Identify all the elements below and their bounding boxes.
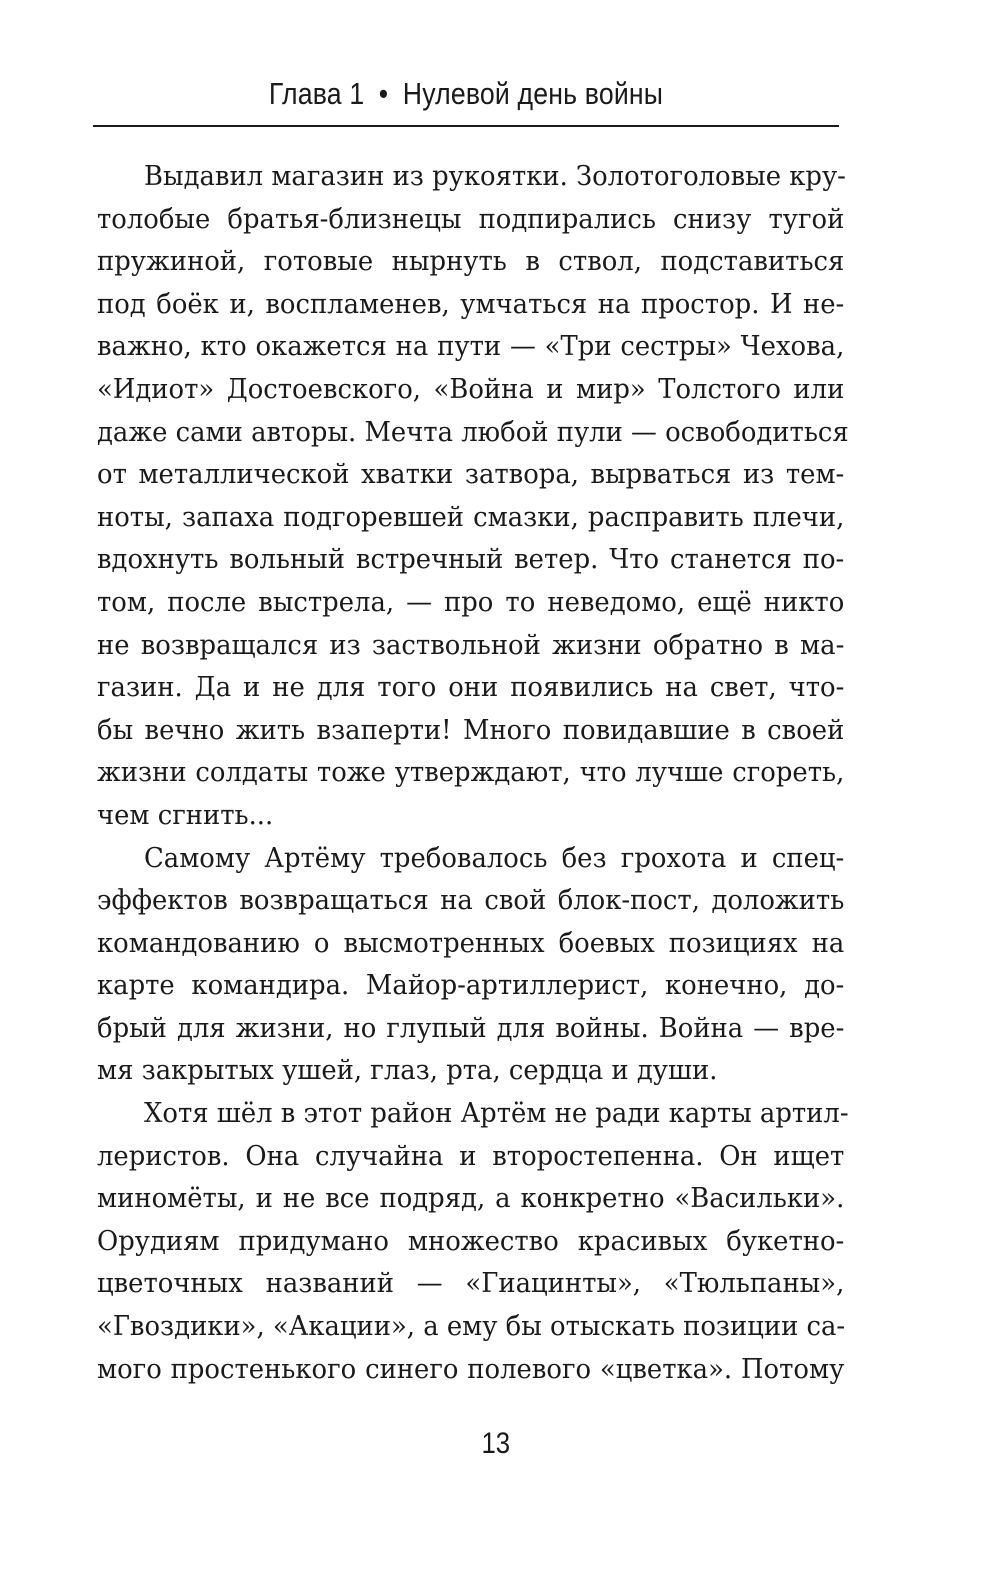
text-line: газин. Да и не для того они появились на свет, что- xyxy=(97,671,845,704)
page-number: 13 xyxy=(481,1427,511,1460)
text-line: Орудиям придумано множество красивых букетно- xyxy=(97,1224,845,1257)
text-line: от металлической хватки затвора, вырваться из тем- xyxy=(97,458,845,491)
text-line: даже сами авторы. Мечта любой пули — освободиться xyxy=(97,415,849,448)
text-line: «Гвоздики», «Акации», а ему бы отыскать позиции са- xyxy=(97,1310,846,1343)
text-line: бы вечно жить взаперти! Много повидавшие в своей xyxy=(97,713,845,746)
text-line: Самому Артёму требовалось без грохота и спец- xyxy=(144,841,845,874)
text-line: миномёты, и не все подряд, а конкретно «Васильки». xyxy=(97,1182,845,1215)
text-line: важно, кто окажется на пути — «Три сестры» Чехова, xyxy=(97,330,845,363)
chapter-label: Глава 1 xyxy=(268,76,365,111)
text-line: леристов. Она случайна и второстепенна. Он ищет xyxy=(97,1139,845,1172)
text-line: Выдавил магазин из рукоятки. Золотоголовые кру- xyxy=(144,160,846,192)
text-line: Хотя шёл в этот район Артём не ради карты артил- xyxy=(144,1097,849,1130)
text-line: командованию о высмотренных боевых позициях на xyxy=(97,926,845,959)
text-line: эффектов возвращаться на свой блок-пост, доложить xyxy=(97,884,845,917)
text-line: мого простенького синего полевого «цветка». Потому xyxy=(97,1352,845,1385)
body-text xyxy=(97,155,849,1390)
text-line: жизни солдаты тоже утверждают, что лучше сгореть, xyxy=(97,756,845,789)
header-rule xyxy=(93,125,839,127)
text-line: карте командира. Майор-артиллерист, конечно, до- xyxy=(97,969,845,1002)
text-line: толобые братья-близнецы подпирались снизу тугой xyxy=(97,202,845,235)
running-head xyxy=(145,72,787,116)
text-line: цветочных названий — «Гиацинты», «Тюльпаны», xyxy=(97,1267,845,1300)
text-line: том, после выстрела, — про то неведомо, ещё никто xyxy=(97,585,845,618)
chapter-title: Нулевой день войны xyxy=(402,76,664,111)
text-line: чем сгнить... xyxy=(97,798,274,831)
text-line: ноты, запаха подгоревшей смазки, расправить плечи, xyxy=(97,500,845,533)
separator-bullet: • xyxy=(378,76,389,111)
text-line: пружиной, готовые нырнуть в ствол, подставиться xyxy=(97,245,845,278)
text-line: мя закрытых ушей, глаз, рта, сердца и души. xyxy=(97,1054,718,1087)
text-line: не возвращался из заствольной жизни обратно в ма- xyxy=(97,628,845,661)
text-line: вдохнуть вольный встречный ветер. Что станется по- xyxy=(97,543,845,576)
text-line: «Идиот» Достоевского, «Война и мир» Толстого или xyxy=(97,372,845,405)
text-line: брый для жизни, но глупый для войны. Война — вре- xyxy=(97,1011,845,1044)
text-line: под боёк и, воспламенев, умчаться на простор. И не- xyxy=(97,287,845,320)
